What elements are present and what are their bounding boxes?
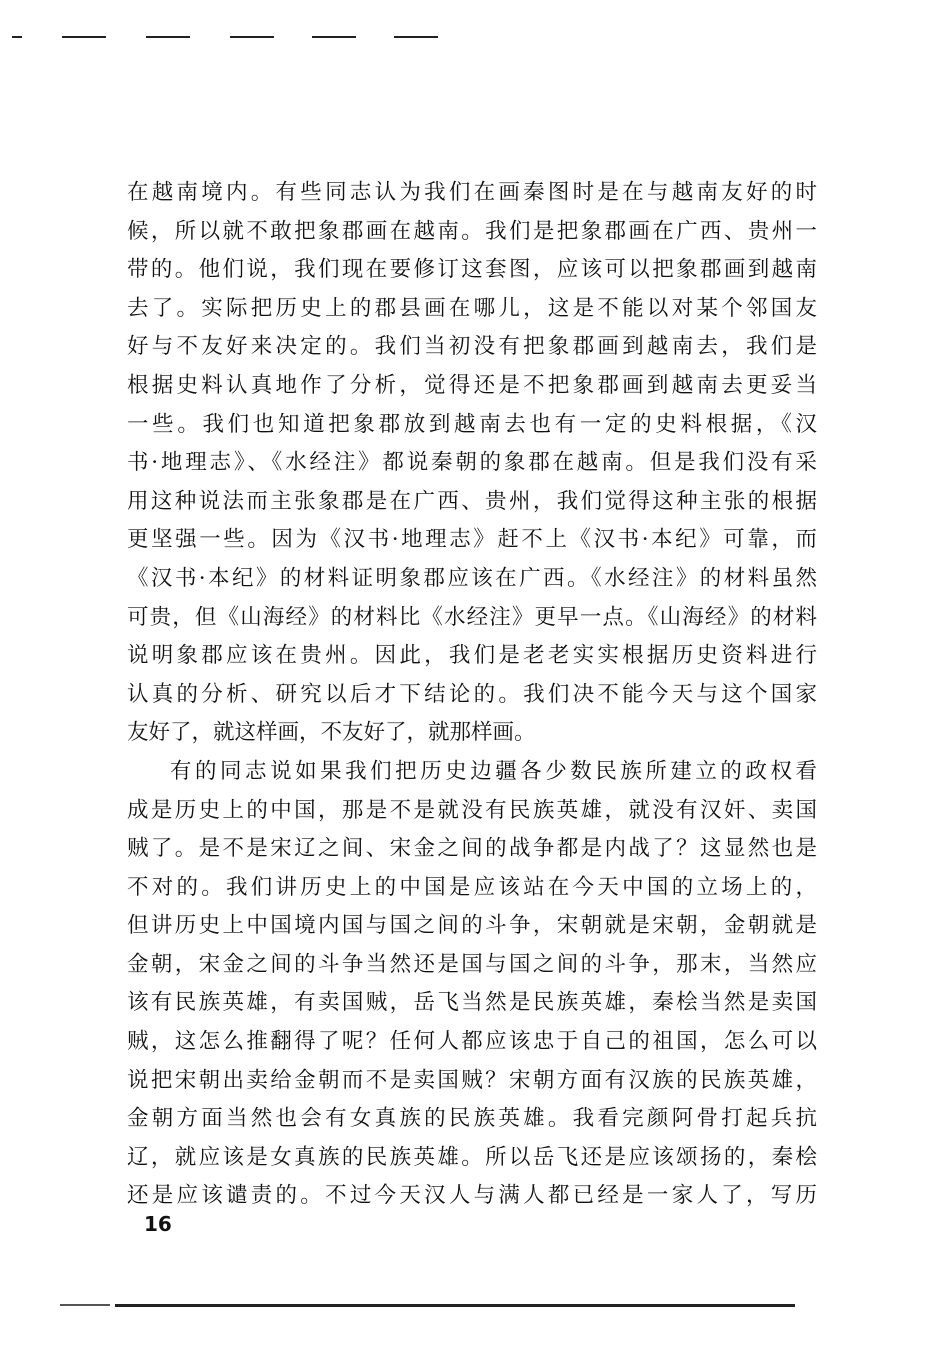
text-line: 《汉书·本纪》的材料证明象郡应该在广西。《水经注》的材料虽然 <box>127 565 817 591</box>
header-dash <box>394 36 438 38</box>
header-dash <box>230 36 274 38</box>
text-line-paragraph-start: 有的同志说如果我们把历史边疆各少数民族所建立的政权看 <box>170 758 817 784</box>
text-line: 该有民族英雄，有卖国贼，岳飞当然是民族英雄，秦桧当然是卖国 <box>127 990 817 1016</box>
footer-rule-segment <box>60 1304 110 1306</box>
body-text <box>127 174 817 1216</box>
text-line: 在越南境内。有些同志认为我们在画秦图时是在与越南友好的时 <box>127 180 817 205</box>
text-line: 认真的分析、研究以后才下结论的。我们决不能今天与这个国家 <box>127 681 817 707</box>
header-dash <box>312 36 356 38</box>
header-dash <box>146 36 190 38</box>
text-line: 根据史料认真地作了分析，觉得还是不把象郡画到越南去更妥当 <box>127 372 817 398</box>
header-rules <box>0 36 952 40</box>
text-line: 不对的。我们讲历史上的中国是应该站在今天中国的立场上的， <box>127 874 817 900</box>
text-line: 更坚强一些。因为《汉书·地理志》赶不上《汉书·本纪》可靠，而 <box>127 527 817 553</box>
header-dash <box>62 36 106 38</box>
text-line: 一些。我们也知道把象郡放到越南去也有一定的史料根据，《汉 <box>127 411 817 437</box>
text-line: 说明象郡应该在贵州。因此，我们是老老实实根据历史资料进行 <box>127 643 817 669</box>
text-line: 还是应该谴责的。不过今天汉人与满人都已经是一家人了，写历 <box>127 1183 817 1209</box>
text-line-paragraph-end: 友好了，就这样画，不友好了，就那样画。 <box>127 720 536 746</box>
footer-rule-segment <box>115 1304 795 1307</box>
footer-rule <box>60 1300 800 1310</box>
text-line: 辽，就应该是女真族的民族英雄。所以岳飞还是应该颂扬的，秦桧 <box>127 1144 817 1170</box>
text-line: 用这种说法而主张象郡是在广西、贵州，我们觉得这种主张的根据 <box>127 488 817 514</box>
text-line: 好与不友好来决定的。我们当初没有把象郡画到越南去，我们是 <box>127 334 817 360</box>
text-line: 去了。实际把历史上的郡县画在哪儿，这是不能以对某个邻国友 <box>127 295 817 321</box>
text-line: 金朝，宋金之间的斗争当然还是国与国之间的斗争，那末，当然应 <box>127 951 817 977</box>
text-line: 带的。他们说，我们现在要修订这套图，应该可以把象郡画到越南 <box>127 257 817 283</box>
text-line: 但讲历史上中国境内国与国之间的斗争，宋朝就是宋朝，金朝就是 <box>127 913 817 939</box>
text-line: 贼了。是不是宋辽之间、宋金之间的战争都是内战了？这显然也是 <box>127 836 817 862</box>
header-dash <box>12 36 22 38</box>
page-number: 16 <box>144 1212 172 1236</box>
text-line: 金朝方面当然也会有女真族的民族英雄。我看完颜阿骨打起兵抗 <box>127 1106 817 1132</box>
text-line: 说把宋朝出卖给金朝而不是卖国贼？宋朝方面有汉族的民族英雄， <box>127 1067 817 1093</box>
text-line: 成是历史上的中国，那是不是就没有民族英雄，就没有汉奸、卖国 <box>127 797 817 823</box>
text-line: 贼，这怎么推翻得了呢？任何人都应该忠于自己的祖国，怎么可以 <box>127 1029 817 1055</box>
text-line: 可贵，但《山海经》的材料比《水经注》更早一点。《山海经》的材料 <box>127 604 817 630</box>
text-line: 候，所以就不敢把象郡画在越南。我们是把象郡画在广西、贵州一 <box>127 218 817 244</box>
text-line: 书·地理志》、《水经注》都说秦朝的象郡在越南。但是我们没有采 <box>127 450 817 476</box>
